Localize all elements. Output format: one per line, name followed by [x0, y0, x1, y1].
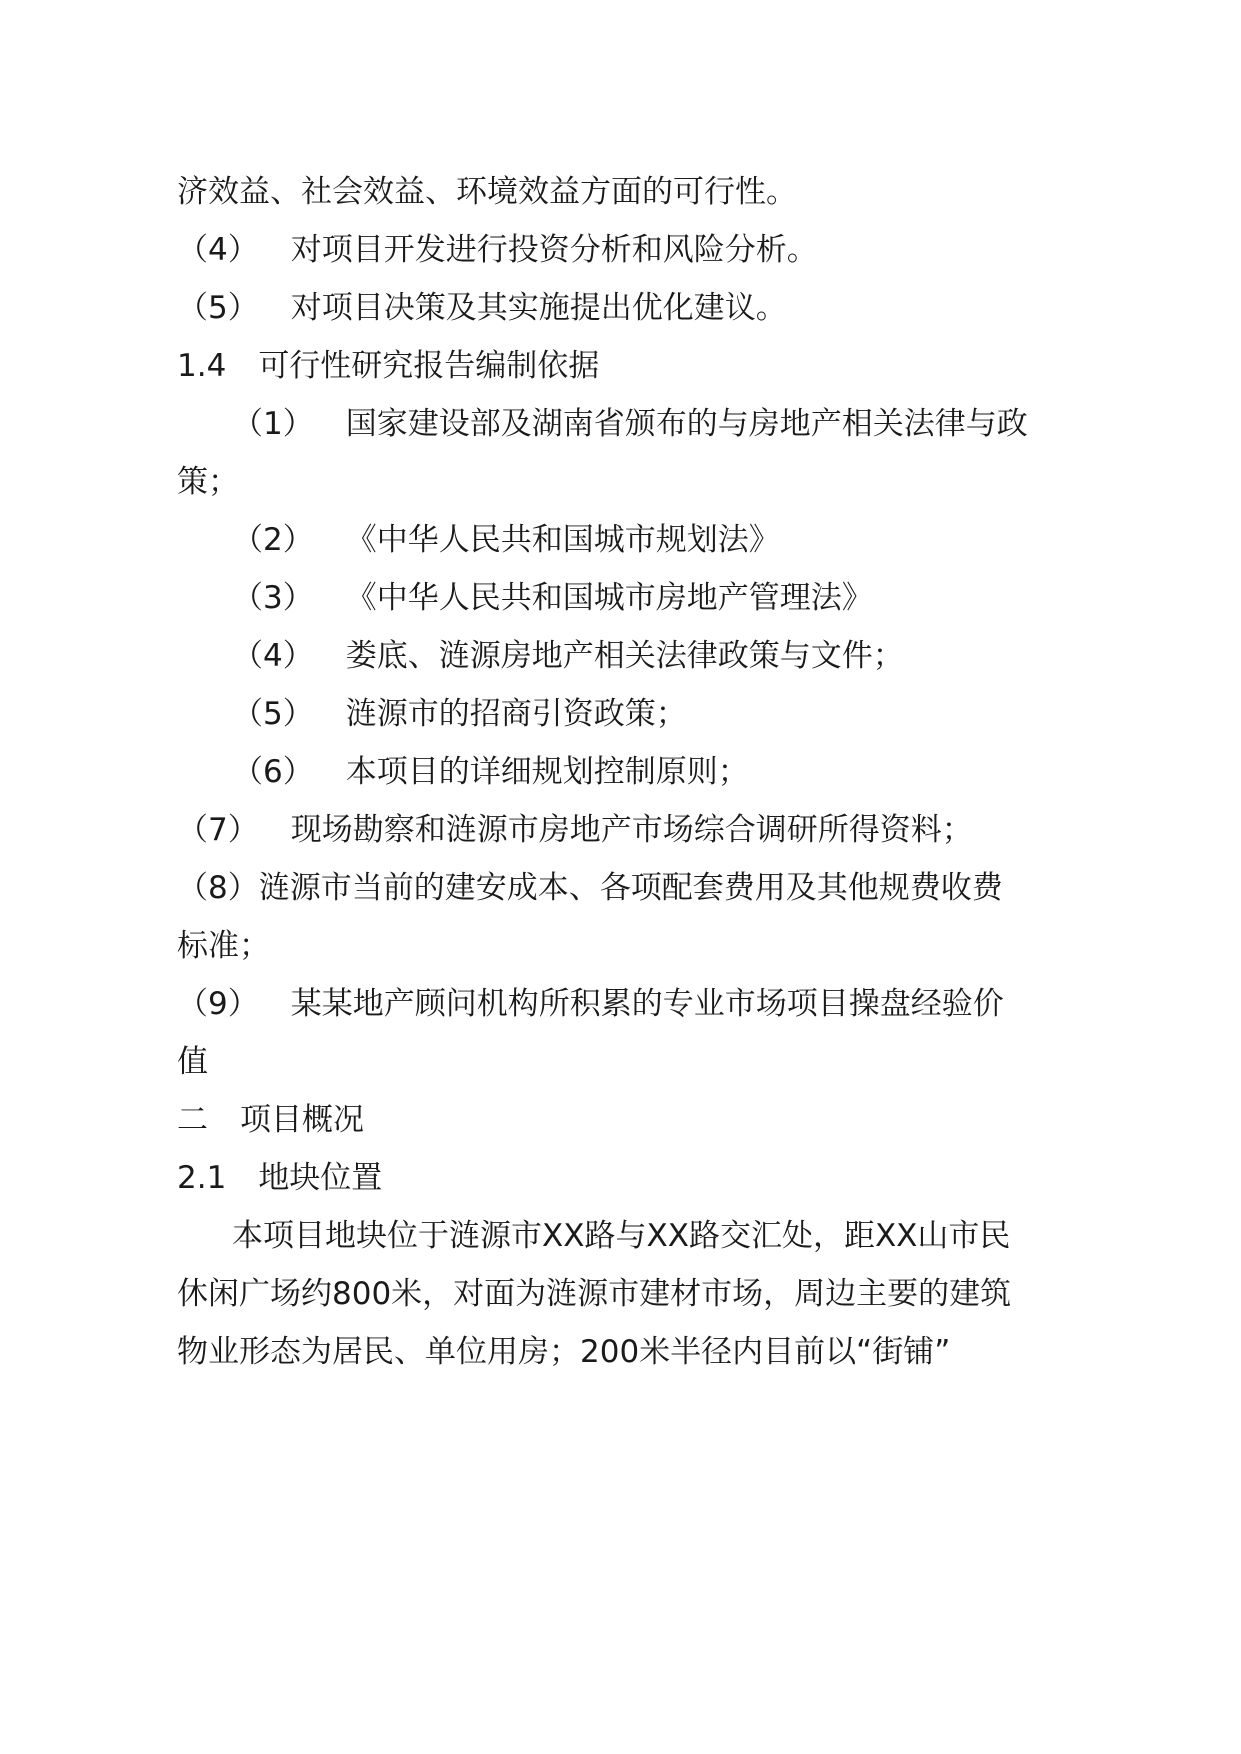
item-text: 涟源市的招商引资政策；: [345, 696, 687, 732]
item-text: 娄底、涟源房地产相关法律政策与文件；: [345, 638, 904, 674]
item-number: （5）: [177, 290, 259, 326]
section-title: 可行性研究报告编制依据: [258, 348, 600, 384]
item-text: 国家建设部及湖南省颁布的与房地产相关法律与政: [345, 406, 1028, 442]
item-text: 现场勘察和涟源市房地产市场综合调研所得资料；: [290, 812, 973, 848]
line-text: 休闲广场约800米，对面为涟源市建材市场，周边主要的建筑: [177, 1276, 1012, 1312]
item-text: 《中华人民共和国城市规划法》: [345, 522, 780, 558]
line-text: 本项目地块位于涟源市XX路与XX路交汇处，距XX山市民: [232, 1218, 1011, 1254]
line-text: 策；: [177, 464, 239, 500]
list-item: [232, 752, 1132, 792]
item-number: （6）: [232, 754, 314, 790]
list-item: [232, 636, 1132, 676]
item-text: 某某地产顾问机构所积累的专业市场项目操盘经验价: [290, 986, 1004, 1022]
item-text: 对项目开发进行投资分析和风险分析。: [290, 232, 818, 268]
paragraph-line: [177, 172, 1077, 212]
section-title: 地块位置: [258, 1160, 383, 1196]
section-number: 2.1: [177, 1160, 227, 1196]
item-number: （5）: [232, 696, 314, 732]
list-item: [177, 868, 1077, 908]
list-item: [177, 810, 1077, 850]
item-text: 对项目决策及其实施提出优化建议。: [290, 290, 787, 326]
line-text: 济效益、社会效益、环境效益方面的可行性。: [177, 174, 797, 210]
paragraph-line: [177, 1274, 1077, 1314]
chapter-heading: [177, 1100, 1077, 1140]
list-item: [232, 404, 1132, 444]
item-text: 涟源市当前的建安成本、各项配套费用及其他规费收费: [258, 870, 1003, 906]
paragraph-line: [232, 1216, 1132, 1256]
item-number: （1）: [232, 406, 314, 442]
list-item: [177, 984, 1077, 1024]
item-text: 本项目的详细规划控制原则；: [345, 754, 749, 790]
paragraph-line: [177, 462, 1077, 502]
section-number: 1.4: [177, 348, 227, 384]
item-number: （8）: [177, 870, 259, 906]
item-number: （9）: [177, 986, 259, 1022]
item-text: 《中华人民共和国城市房地产管理法》: [345, 580, 873, 616]
line-text: 值: [177, 1044, 208, 1080]
chapter-title: 项目概况: [240, 1102, 364, 1138]
list-item: [232, 520, 1132, 560]
item-number: （3）: [232, 580, 314, 616]
paragraph-line: [177, 1332, 1077, 1372]
item-number: （2）: [232, 522, 314, 558]
line-text: 标准；: [177, 928, 270, 964]
chapter-number: 二: [177, 1102, 208, 1138]
item-number: （7）: [177, 812, 259, 848]
section-heading: [177, 1158, 1077, 1198]
item-number: （4）: [232, 638, 314, 674]
section-heading: [177, 346, 1077, 386]
line-text: 物业形态为居民、单位用房；200米半径内目前以“街铺”: [177, 1334, 951, 1370]
item-number: （4）: [177, 232, 259, 268]
list-item: [232, 578, 1132, 618]
paragraph-line: [177, 1042, 1077, 1082]
list-item: [177, 230, 1077, 270]
list-item: [177, 288, 1077, 328]
paragraph-line: [177, 926, 1077, 966]
list-item: [232, 694, 1132, 734]
